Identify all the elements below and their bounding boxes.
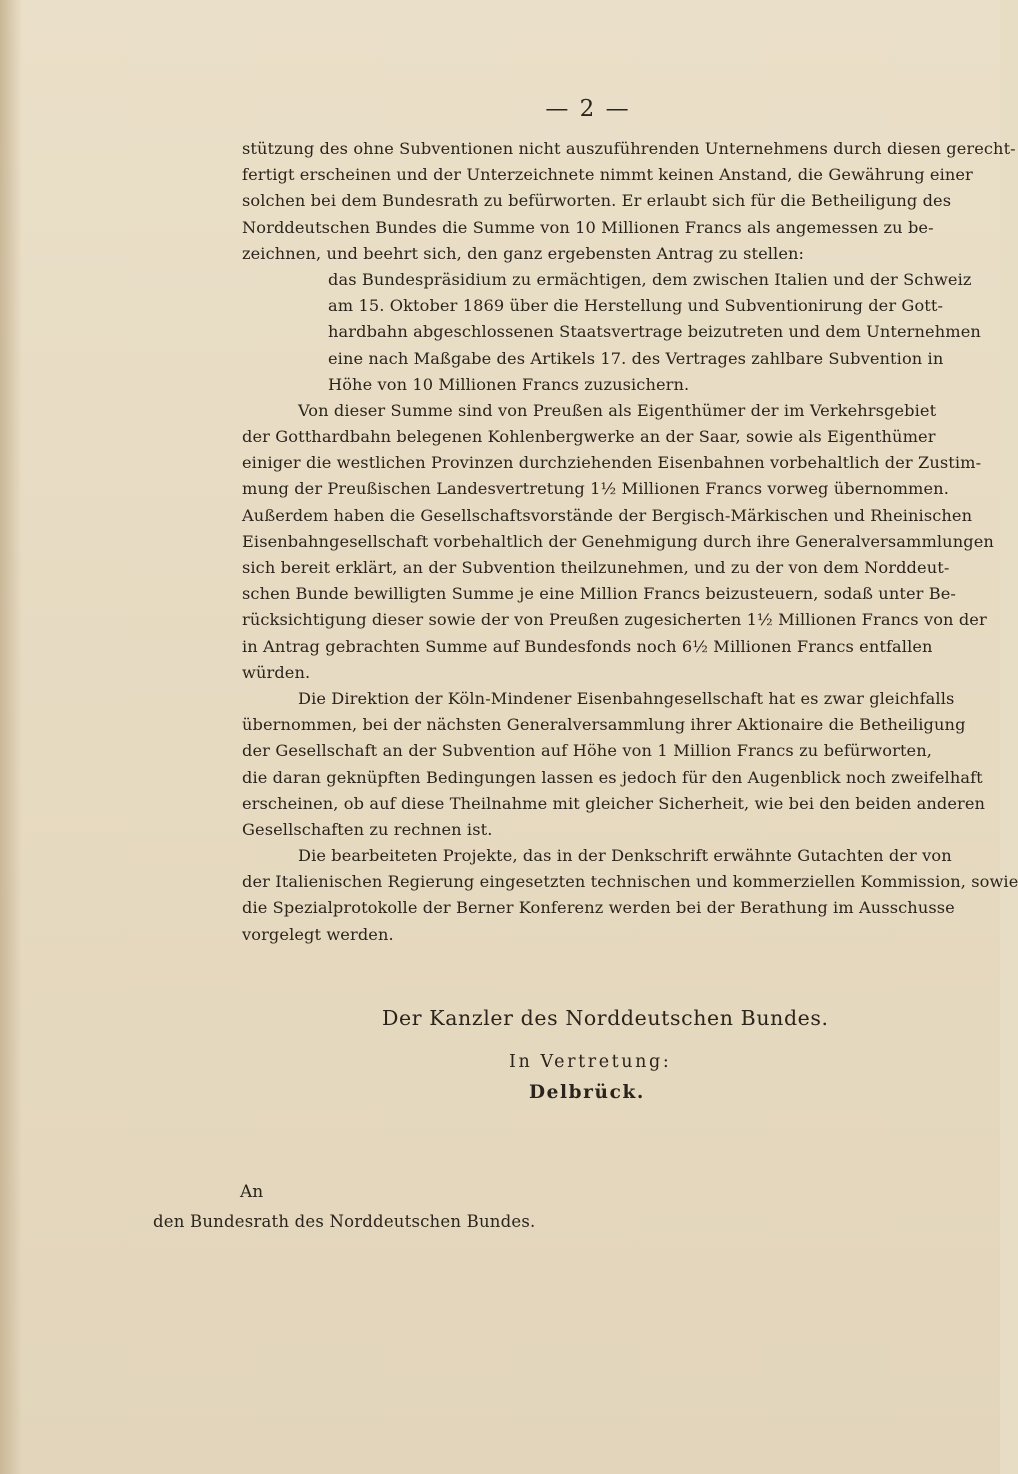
text-line: der Italienischen Regierung eingesetzten technischen und kommerziellen Kommission, sowie — [242, 872, 1018, 892]
text-line: vorgelegt werden. — [242, 924, 394, 944]
text-line: die Spezialprotokolle der Berner Konferenz werden bei der Berathung im Ausschusse — [242, 898, 955, 918]
text-line: fertigt erscheinen und der Unterzeichnete nimmt keinen Anstand, die Gewährung einer — [242, 165, 973, 185]
text-line: mung der Preußischen Landesvertretung 1½ Millionen Francs vorweg übernommen. — [242, 479, 949, 499]
addressee-to: An — [240, 1182, 264, 1202]
text-line: erscheinen, ob auf diese Theilnahme mit gleicher Sicherheit, wie bei den beiden anderen — [242, 793, 986, 813]
paragraph-2 — [242, 398, 994, 686]
signature-deputy-line: In Vertretung: — [509, 1052, 672, 1072]
text-line: Norddeutschen Bundes die Summe von 10 Millionen Francs als angemessen zu be- — [242, 217, 934, 237]
text-line: Die Direktion der Köln-Mindener Eisenbahngesellschaft hat es zwar gleichfalls — [298, 688, 955, 708]
text-line: zeichnen, und beehrt sich, den ganz ergebensten Antrag zu stellen: — [242, 243, 805, 263]
body-text — [242, 136, 1018, 948]
text-line: schen Bunde bewilligten Summe je eine Million Francs beizusteuern, sodaß unter Be- — [242, 584, 956, 604]
paragraph-3 — [242, 686, 986, 843]
text-line: sich bereit erklärt, an der Subvention theilzunehmen, und zu der von dem Norddeut- — [242, 558, 950, 577]
text-line: das Bundespräsidium zu ermächtigen, dem zwischen Italien und der Schweiz — [328, 269, 972, 289]
addressee-recipient: den Bundesrath des Norddeutschen Bundes. — [153, 1212, 536, 1231]
text-line: die daran geknüpften Bedingungen lassen es jedoch für den Augenblick noch zweifelhaft — [242, 767, 983, 787]
text-line: Die bearbeiteten Projekte, das in der Denkschrift erwähnte Gutachten der von — [298, 846, 952, 866]
text-line: der Gesellschaft an der Subvention auf Höhe von 1 Million Francs zu befürworten, — [242, 741, 932, 761]
text-line: hardbahn abgeschlossenen Staatsvertrage beizutreten und dem Unternehmen — [328, 322, 981, 342]
text-line: stützung des ohne Subventionen nicht auszuführenden Unternehmens durch diesen gerecht- — [242, 139, 1016, 158]
signature-title: Der Kanzler des Norddeutschen Bundes. — [382, 1006, 829, 1030]
text-line: solchen bei dem Bundesrath zu befürworten. Er erlaubt sich für die Betheiligung des — [242, 191, 952, 211]
text-line: Höhe von 10 Millionen Francs zuzusichern. — [328, 374, 690, 394]
text-line: übernommen, bei der nächsten Generalversammlung ihrer Aktionaire die Betheiligung — [242, 715, 966, 735]
text-line: Von dieser Summe sind von Preußen als Eigenthümer der im Verkehrsgebiet — [298, 400, 937, 420]
motion-quote — [242, 267, 981, 398]
text-line: in Antrag gebrachten Summe auf Bundesfonds noch 6½ Millionen Francs entfallen — [242, 636, 933, 656]
text-line: würden. — [242, 662, 311, 682]
text-line: eine nach Maßgabe des Artikels 17. des Vertrages zahlbare Subvention in — [328, 348, 944, 368]
text-line: einiger die westlichen Provinzen durchziehenden Eisenbahnen vorbehaltlich der Zustim- — [242, 453, 982, 473]
text-line: am 15. Oktober 1869 über die Herstellung und Subventionirung der Gott- — [328, 296, 944, 316]
signature-name: Delbrück. — [529, 1082, 645, 1103]
text-line: Außerdem haben die Gesellschaftsvorstände der Bergisch-Märkischen und Rheinischen — [242, 505, 973, 525]
text-line: der Gotthardbahn belegenen Kohlenbergwerke an der Saar, sowie als Eigenthümer — [242, 427, 936, 447]
text-line: Gesellschaften zu rechnen ist. — [242, 819, 493, 839]
page-edge-shadow — [0, 0, 22, 1474]
page-number: — 2 — — [545, 96, 631, 122]
paragraph-1 — [242, 136, 1016, 267]
paragraph-4 — [242, 843, 1018, 948]
text-line: rücksichtigung dieser sowie der von Preußen zugesicherten 1½ Millionen Francs von der — [242, 610, 987, 630]
text-line: Eisenbahngesellschaft vorbehaltlich der Genehmigung durch ihre Generalversammlungen — [242, 531, 994, 551]
